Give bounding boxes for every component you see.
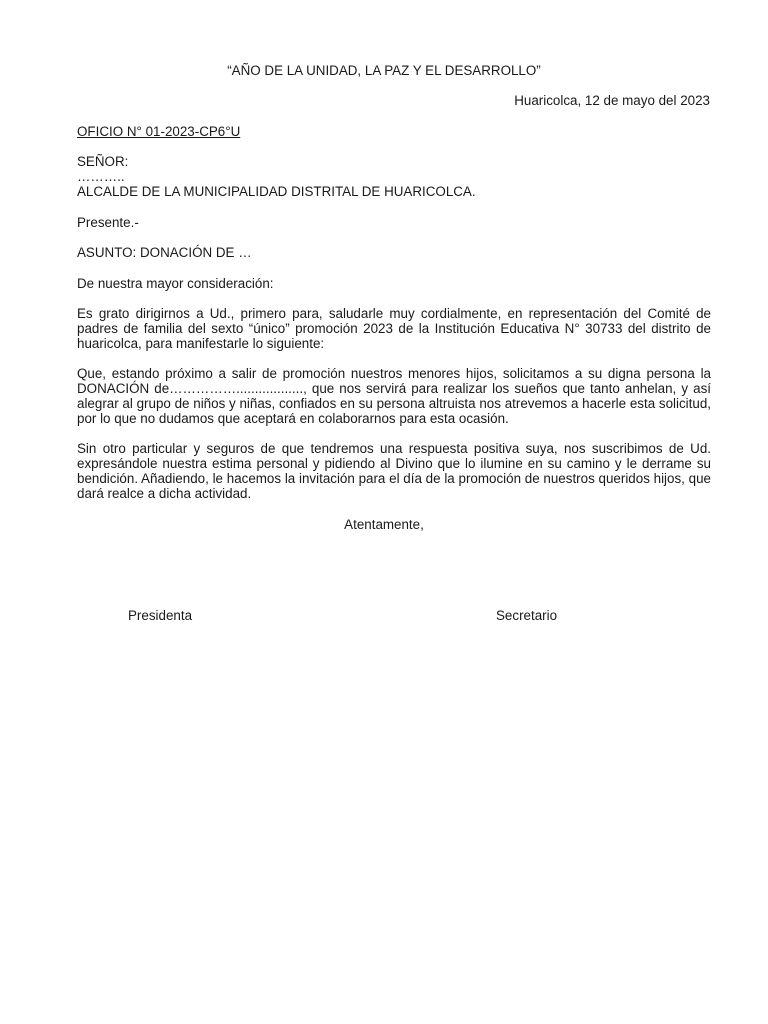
body-paragraph-3: Sin otro particular y seguros de que tendremos una respuesta positiva suya, nos suscribimos de Ud. expresándole nuestra estima personal y pidiendo al Divino que lo ilumine en su camino y le derrame su bendición. Añadiendo, le hacemos la invitación para el día de la promoción de nuestros queridos hijos, que dará realce a dicha actividad.: [77, 441, 711, 501]
salutation: SEÑOR:: [77, 154, 129, 169]
greeting: De nuestra mayor consideración:: [77, 276, 274, 291]
body-paragraph-2: Que, estando próximo a salir de promoción nuestros menores hijos, solicitamos a su digna persona la DONACIÓN de…………….................., que nos servirá para realizar los sueños que tanto anhelan, y así alegrar al grupo de niños y niñas, confiados en su persona altruista nos atrevemos a hacerle esta solicitud, por lo que no dudamos que aceptará en colaborarnos para esta ocasión.: [77, 366, 711, 426]
recipient-title: ALCALDE DE LA MUNICIPALIDAD DISTRITAL DE HUARICOLCA.: [77, 184, 476, 199]
document-reference: OFICIO N° 01-2023-CP6°U: [77, 124, 241, 139]
subject-line: ASUNTO: DONACIÓN DE …: [77, 245, 252, 260]
presente-line: Presente.-: [77, 215, 139, 230]
signature-secretary: Secretario: [496, 608, 558, 623]
place-date: Huaricolca, 12 de mayo del 2023: [514, 93, 710, 108]
recipient-name: ………..: [77, 169, 125, 184]
closing: Atentamente,: [344, 517, 424, 532]
year-motto: “AÑO DE LA UNIDAD, LA PAZ Y EL DESARROLLO”: [227, 63, 541, 78]
body-paragraph-1: Es grato dirigirnos a Ud., primero para, saludarle muy cordialmente, en representación del Comité de padres de familia del sexto “único” promoción 2023 de la Institución Educativa N° 30733 del distrito de huaricolca, para manifestarle lo siguiente:: [77, 306, 711, 351]
signature-president: Presidenta: [128, 608, 193, 623]
